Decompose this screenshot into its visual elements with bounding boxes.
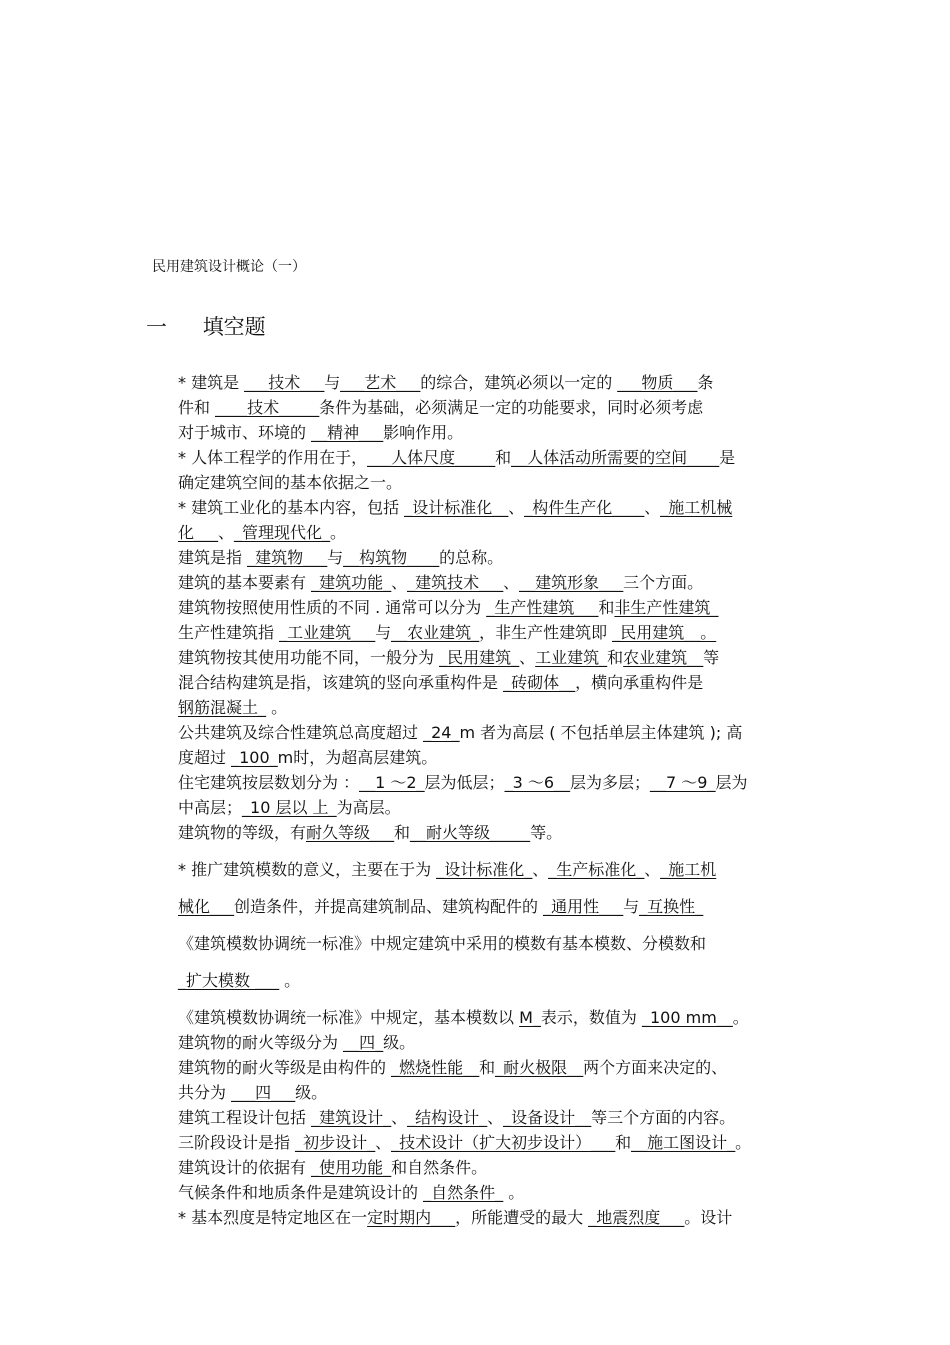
question-text: 和: [479, 1058, 496, 1077]
question-text: __ 。: [263, 971, 301, 990]
question-text: 。: [503, 1183, 525, 1202]
question-text: * 基本烈度是特定地区在一: [178, 1208, 368, 1227]
answer-blank: ___人体尺度_____: [367, 448, 496, 467]
answer-blank: _建筑物___: [247, 548, 328, 567]
question-text: 和: [598, 598, 615, 617]
question-text: 和: [615, 1133, 632, 1152]
question-text: 建筑物的等级，有: [178, 823, 307, 842]
question-text: 、: [503, 573, 520, 592]
question-text: 两个方面来决定的、: [583, 1058, 728, 1077]
question-text: 和: [495, 448, 512, 467]
question-text: 、: [508, 498, 525, 517]
question-text: 建筑物按其使用功能不同，一般分为: [178, 648, 440, 667]
answer-blank: _燃烧性能__: [391, 1058, 480, 1077]
question-text: m 者为高层 ( 不包括单层主体建筑 ); 高: [459, 723, 743, 742]
question-text: 三阶段设计是指: [178, 1133, 296, 1152]
question-line: [178, 1055, 838, 1080]
section-title-text: 填空题: [202, 315, 266, 339]
answer-blank: _耐火极限__: [495, 1058, 584, 1077]
question-text: 混合结构建筑是指，该建筑的竖向承重构件是: [178, 673, 504, 692]
question-text: 。: [330, 523, 347, 542]
question-text: 住宅建筑按层数划分为 ：: [178, 773, 360, 792]
answer-blank: __精神___: [311, 423, 384, 442]
question-line: [178, 720, 838, 745]
answer-blank: _民用建筑_: [439, 648, 520, 667]
question-text: _。: [724, 1008, 749, 1027]
question-text: 条件为基础，必须满足一定的功能要求，同时必须考虑: [319, 398, 704, 417]
question-line: [178, 795, 838, 820]
answer-blank: _使用功能_: [311, 1158, 392, 1177]
answer-blank: 化___: [178, 523, 219, 542]
question-line: [178, 445, 838, 470]
question-text: 、: [375, 1133, 392, 1152]
question-text: 生产性建筑指: [178, 623, 280, 642]
answer-blank: __四_: [343, 1033, 384, 1052]
question-line: [178, 570, 838, 595]
question-line: [178, 931, 838, 956]
question-text: 等。: [530, 823, 563, 842]
question-line: [178, 1205, 838, 1230]
question-text: 等三个方面的内容。: [591, 1108, 736, 1127]
question-text: 为高层。: [336, 798, 401, 817]
answer-blank: _工业建筑___: [279, 623, 376, 642]
question-line: [178, 1180, 838, 1205]
question-line: [178, 1080, 838, 1105]
question-text: * 人体工程学的作用在于，: [178, 448, 368, 467]
question-text: 共分为: [178, 1083, 232, 1102]
answer-blank: ___四___: [231, 1083, 296, 1102]
question-text: 件和: [178, 398, 216, 417]
question-text: 条: [697, 373, 714, 392]
answer-blank: _生产性建筑___: [486, 598, 599, 617]
question-text: 公共建筑及综合性建筑总高度超过: [178, 723, 424, 742]
question-text: 级。: [383, 1033, 416, 1052]
question-line: [178, 1105, 838, 1130]
question-text: 与: [623, 897, 640, 916]
question-line: [178, 595, 838, 620]
question-text: 层为: [715, 773, 748, 792]
answer-blank: __施工图设计_: [631, 1133, 736, 1152]
question-text: 层为低层；: [424, 773, 505, 792]
question-text: 与: [375, 623, 392, 642]
question-text: 、: [391, 1108, 408, 1127]
answer-blank: _施工机: [660, 860, 717, 879]
question-text: 气候条件和地质条件是建筑设计的: [178, 1183, 424, 1202]
question-text: 和自然条件。: [391, 1158, 488, 1177]
question-text: 影响作用。: [383, 423, 464, 442]
answer-blank: _24_: [423, 723, 460, 742]
answer-blank: 钢筋混凝土_: [178, 698, 267, 717]
question-text: * 建筑是: [178, 373, 245, 392]
answer-blank: __农业建筑_: [391, 623, 480, 642]
question-text: 建筑工程设计包括: [178, 1108, 312, 1127]
answer-blank: _设计标准化__: [404, 498, 509, 517]
question-text: * 建筑工业化的基本内容，包括: [178, 498, 405, 517]
answer-blank: 耐久等级___: [306, 823, 395, 842]
answer-blank: _建筑功能_: [311, 573, 392, 592]
question-line: [178, 770, 838, 795]
question-text: 建筑是指: [178, 548, 248, 567]
answer-blank: _建筑技术___: [407, 573, 504, 592]
question-text: 《建筑模数协调统一标准》中规定建筑中采用的模数有基本模数、分模数和: [178, 934, 707, 953]
question-text: _表示，数值为: [532, 1008, 642, 1027]
question-text: 和: [394, 823, 411, 842]
question-text: ，横向承重构件是: [575, 673, 704, 692]
answer-blank: _构件生产化____: [524, 498, 645, 517]
question-text: 对于城市、环境的: [178, 423, 312, 442]
answer-blank: _民用建筑__。: [612, 623, 717, 642]
question-text: 、: [532, 860, 549, 879]
question-text: ，所能遭受的最大: [455, 1208, 589, 1227]
question-line: [178, 695, 838, 720]
answer-blank: __人体活动所需要的空间____: [511, 448, 720, 467]
answer-blank: _设计标准化_: [436, 860, 533, 879]
answer-blank: _地震烈度___: [588, 1208, 685, 1227]
answer-blank: _技术设计（扩大初步设计）___: [391, 1133, 616, 1152]
question-line: [178, 420, 838, 445]
question-text: 确定建筑空间的基本依据之一。: [178, 473, 403, 492]
question-text: 建筑物的耐火等级是由构件的: [178, 1058, 392, 1077]
question-line: [178, 820, 838, 845]
answer-blank: 工业建筑: [535, 648, 600, 667]
answer-blank: __构筑物____: [343, 548, 440, 567]
question-text: 、: [391, 573, 408, 592]
question-line: [178, 545, 838, 570]
answer-blank: __耐火等级_____: [410, 823, 531, 842]
question-text: m时，为超高层建筑。: [277, 748, 438, 767]
question-text: 是: [719, 448, 736, 467]
question-text: 与: [327, 548, 344, 567]
question-text: 与: [324, 373, 341, 392]
answer-blank: _建筑设计_: [311, 1108, 392, 1127]
question-line: [178, 857, 838, 882]
answer-blank: 定时期内___: [367, 1208, 456, 1227]
document-header: 民用建筑设计概论（一）: [152, 259, 306, 275]
question-line: [178, 370, 838, 395]
answer-blank: _初步设计_: [295, 1133, 376, 1152]
answer-blank: __建筑形象___: [519, 573, 624, 592]
question-line: [178, 620, 838, 645]
answer-blank: _管理现代化_: [234, 523, 331, 542]
question-text: 、: [644, 860, 661, 879]
answer-blank: ____技术_____: [215, 398, 320, 417]
question-text: 、: [644, 498, 661, 517]
question-text: 建筑设计的依据有: [178, 1158, 312, 1177]
question-line: [178, 520, 838, 545]
question-line: [178, 495, 838, 520]
question-line: [178, 1155, 838, 1180]
question-text: 建筑的基本要素有: [178, 573, 312, 592]
question-line: [178, 1005, 838, 1030]
question-text: 创造条件，并提高建筑制品、建筑构配件的: [234, 897, 544, 916]
question-text: 、: [218, 523, 235, 542]
question-line: [178, 395, 838, 420]
question-line: [178, 645, 838, 670]
question-text: ，非生产性建筑即: [479, 623, 613, 642]
answer-blank: ___技术___: [244, 373, 325, 392]
answer-blank: M: [519, 1008, 533, 1027]
answer-blank: 农业建筑__: [623, 648, 704, 667]
question-text: 中高层；: [178, 798, 243, 817]
question-text: 建筑物按照使用性质的不同 . 通常可以分为: [178, 598, 487, 617]
answer-blank: __7 ～9_: [650, 773, 716, 792]
question-text: 三个方面。: [623, 573, 704, 592]
question-line: [178, 968, 838, 993]
question-text: 、: [487, 1108, 504, 1127]
question-line: [178, 745, 838, 770]
answer-blank: 非生产性建筑_: [614, 598, 719, 617]
question-text: 《建筑模数协调统一标准》中规定，基本模数以: [178, 1008, 520, 1027]
answer-blank: _100_: [231, 748, 278, 767]
question-line: [178, 470, 838, 495]
answer-blank: _自然条件_: [423, 1183, 504, 1202]
answer-blank: ___艺术___: [340, 373, 421, 392]
answer-blank: _施工机械: [660, 498, 733, 517]
answer-blank: _生产标准化_: [548, 860, 645, 879]
answer-blank: ___物质___: [617, 373, 698, 392]
fill-in-questions: [178, 370, 838, 1230]
question-text: 的总称。: [439, 548, 504, 567]
answer-blank: _3 ～6__: [504, 773, 571, 792]
question-text: 层为多层；: [570, 773, 651, 792]
question-text: 。: [735, 1133, 752, 1152]
question-text: 建筑物的耐火等级分为: [178, 1033, 344, 1052]
question-text: 的综合，建筑必须以一定的: [420, 373, 618, 392]
question-line: [178, 670, 838, 695]
question-text: * 推广建筑模数的意义，主要在于为: [178, 860, 437, 879]
answer-blank: __1 ～2_: [359, 773, 425, 792]
question-text: _和: [599, 648, 624, 667]
answer-blank: _设备设计__: [503, 1108, 592, 1127]
question-text: 、: [519, 648, 536, 667]
question-text: 。设计: [684, 1208, 733, 1227]
question-line: [178, 894, 838, 919]
answer-blank: 械化___: [178, 897, 235, 916]
question-text: 级。: [295, 1083, 328, 1102]
answer-blank: _砖砌体__: [503, 673, 576, 692]
answer-blank: _扩大模数 _: [178, 971, 264, 990]
section-number: 一: [146, 315, 167, 339]
answer-blank: _结构设计_: [407, 1108, 488, 1127]
question-line: [178, 1130, 838, 1155]
question-text: 。: [266, 698, 288, 717]
question-text: 等: [703, 648, 720, 667]
question-text: 度超过: [178, 748, 232, 767]
answer-blank: _通用性___: [543, 897, 624, 916]
section-heading: [146, 311, 266, 341]
answer-blank: _100 mm_: [642, 1008, 725, 1027]
answer-blank: _10 层以 上_: [242, 798, 337, 817]
question-line: [178, 1030, 838, 1055]
answer-blank: _互换性_: [639, 897, 704, 916]
